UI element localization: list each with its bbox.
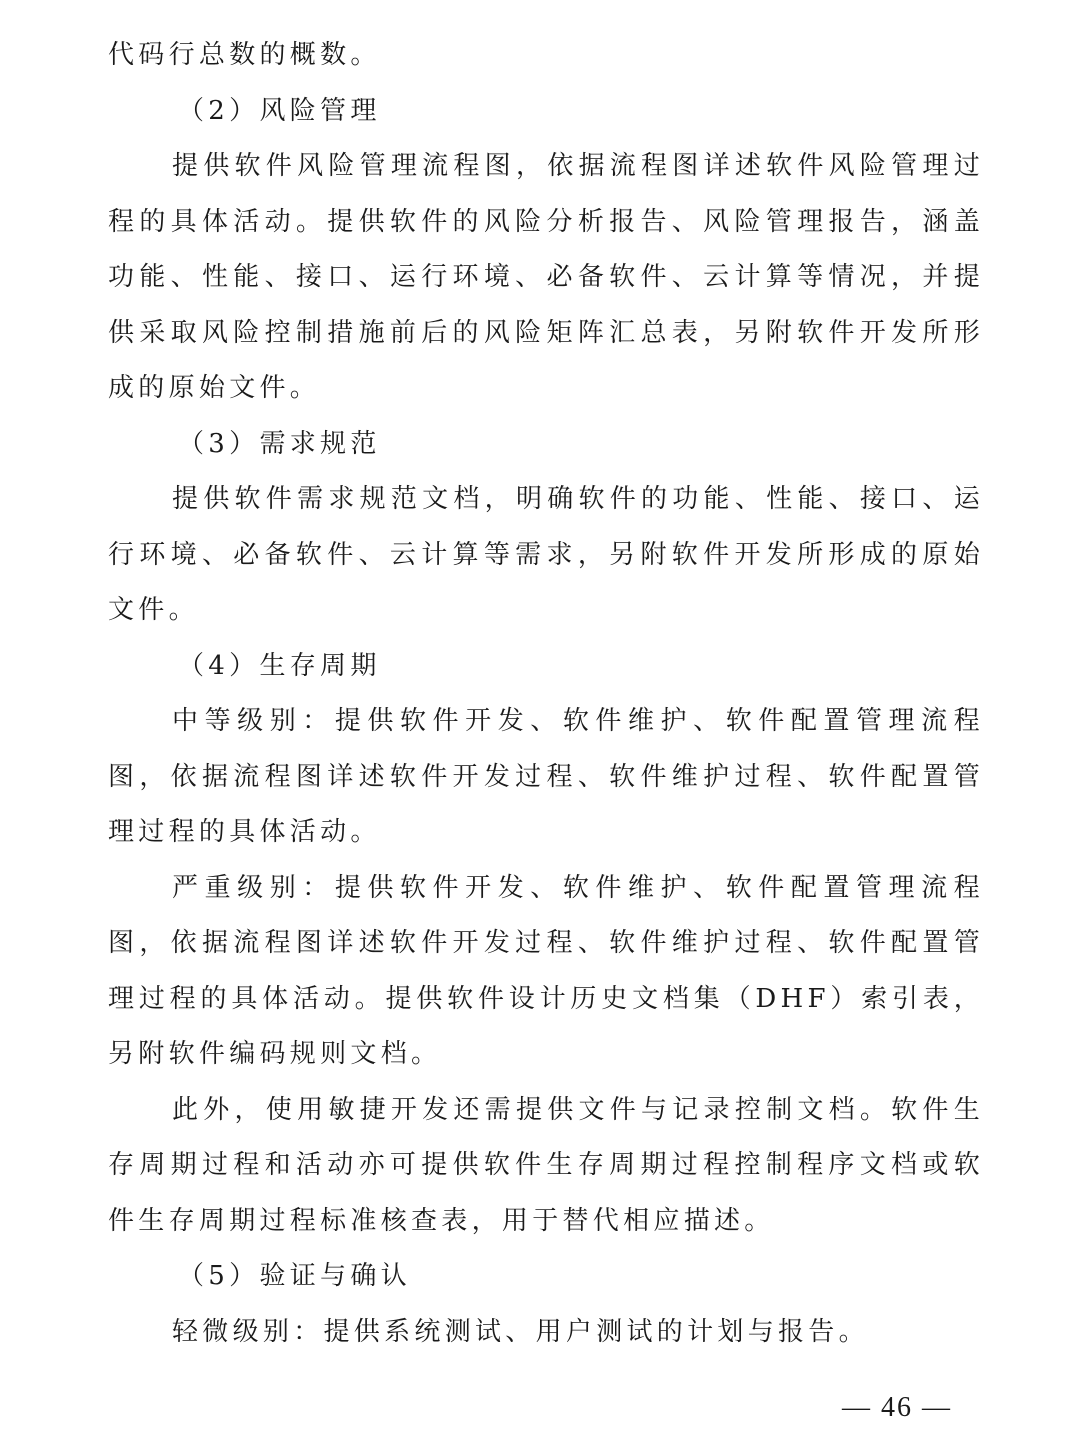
paragraph-major-level: 严重级别：提供软件开发、软件维护、软件配置管理流程图，依据流程图详述软件开发过程、软件维护过程、软件配置管理过程的具体活动。提供软件设计历史文档集（DHF）索引表，另附软件编码规则文档。 (108, 872, 984, 1069)
paragraph-requirements-spec: 提供软件需求规范文档，明确软件的功能、性能、接口、运行环境、必备软件、云计算等需求，另附软件开发所形成的原始文件。 (108, 484, 984, 625)
section-heading-risk-management: （2）风险管理 (178, 95, 381, 126)
section-heading-verification-validation: （5）验证与确认 (178, 1261, 411, 1291)
paragraph-agile-note: 此外，使用敏捷开发还需提供文件与记录控制文档。软件生存周期过程和活动亦可提供软件生存周期过程控制程序文档或软件生存周期过程标准核查表，用于替代相应描述。 (108, 1094, 984, 1236)
page-number: — 46 — (842, 1392, 952, 1423)
paragraph-minor-level: 轻微级别：提供系统测试、用户测试的计划与报告。 (172, 1316, 869, 1347)
paragraph-risk-management: 提供软件风险管理流程图，依据流程图详述软件风险管理过程的具体活动。提供软件的风险分析报告、风险管理报告，涵盖功能、性能、接口、运行环境、必备软件、云计算等情况，并提供采取风险控制措施前后的风险矩阵汇总表，另附软件开发所形成的原始文件。 (108, 151, 984, 403)
section-heading-life-cycle: （4）生存周期 (178, 650, 381, 681)
document-body (108, 28, 984, 1360)
paragraph-moderate-level: 中等级别：提供软件开发、软件维护、软件配置管理流程图，依据流程图详述软件开发过程、软件维护过程、软件配置管理过程的具体活动。 (108, 706, 984, 847)
paragraph-continuation: 代码行总数的概数。 (108, 40, 381, 70)
section-heading-requirements-spec: （3）需求规范 (178, 428, 381, 459)
